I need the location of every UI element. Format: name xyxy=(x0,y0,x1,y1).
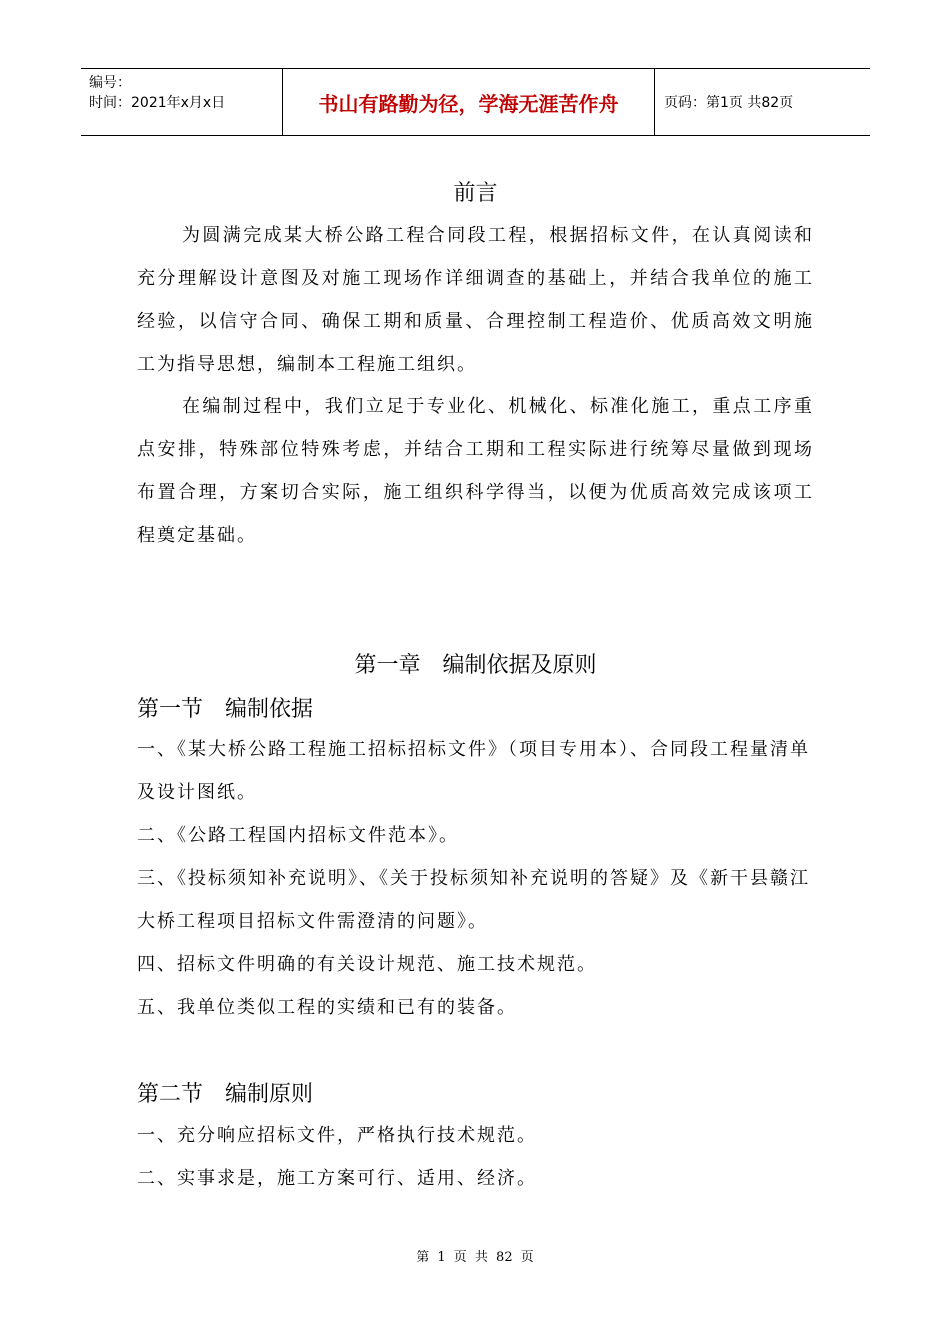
page-info-text: 页码：第1页 共82页 xyxy=(664,95,794,111)
list-item: 二、实事求是，施工方案可行、适用、经济。 xyxy=(137,1168,537,1189)
section-1-title: 第一节 编制依据 xyxy=(137,697,314,722)
chapter-title: 第一章 编制依据及原则 xyxy=(354,653,597,678)
list-item: 一、充分响应招标文件，严格执行技术规范。 xyxy=(137,1125,537,1146)
header-page-info xyxy=(655,69,870,135)
list-item: 四、招标文件明确的有关设计规范、施工技术规范。 xyxy=(137,954,597,975)
page-footer: 第 1 页 共 82 页 xyxy=(416,1250,534,1265)
list-item: 五、我单位类似工程的实绩和已有的装备。 xyxy=(137,997,517,1018)
preface-title: 前言 xyxy=(453,181,498,206)
motto-text: 书山有路勤为径，学海无涯苦作舟 xyxy=(318,91,619,116)
document-date: 时间：2021年x月x日 xyxy=(89,95,226,111)
page-header xyxy=(81,68,870,136)
list-item: 一、《某大桥公路工程施工招标招标文件》（项目专用本）、合同段工程量清单及设计图纸。 xyxy=(137,739,810,803)
section-2-title: 第二节 编制原则 xyxy=(137,1082,314,1107)
list-item: 三、《投标须知补充说明》、《关于投标须知补充说明的答疑》及《新干县赣江大桥工程项目招标文件需澄清的问题》。 xyxy=(137,868,810,932)
header-motto xyxy=(282,69,655,135)
preface-paragraph-1: 为圆满完成某大桥公路工程合同段工程，根据招标文件，在认真阅读和充分理解设计意图及对施工现场作详细调查的基础上，并结合我单位的施工经验，以信守合同、确保工期和质量、合理控制工程造价、优质高效文明施工为指导思想，编制本工程施工组织。 xyxy=(137,225,814,375)
preface-paragraph-2: 在编制过程中，我们立足于专业化、机械化、标准化施工，重点工序重点安排，特殊部位特殊考虑，并结合工期和工程实际进行统筹尽量做到现场布置合理，方案切合实际，施工组织科学得当，以便为优质高效完成该项工程奠定基础。 xyxy=(137,396,814,546)
list-item: 二、《公路工程国内招标文件范本》。 xyxy=(137,825,459,846)
header-meta xyxy=(81,69,282,135)
document-number-label: 编号： xyxy=(89,75,131,91)
